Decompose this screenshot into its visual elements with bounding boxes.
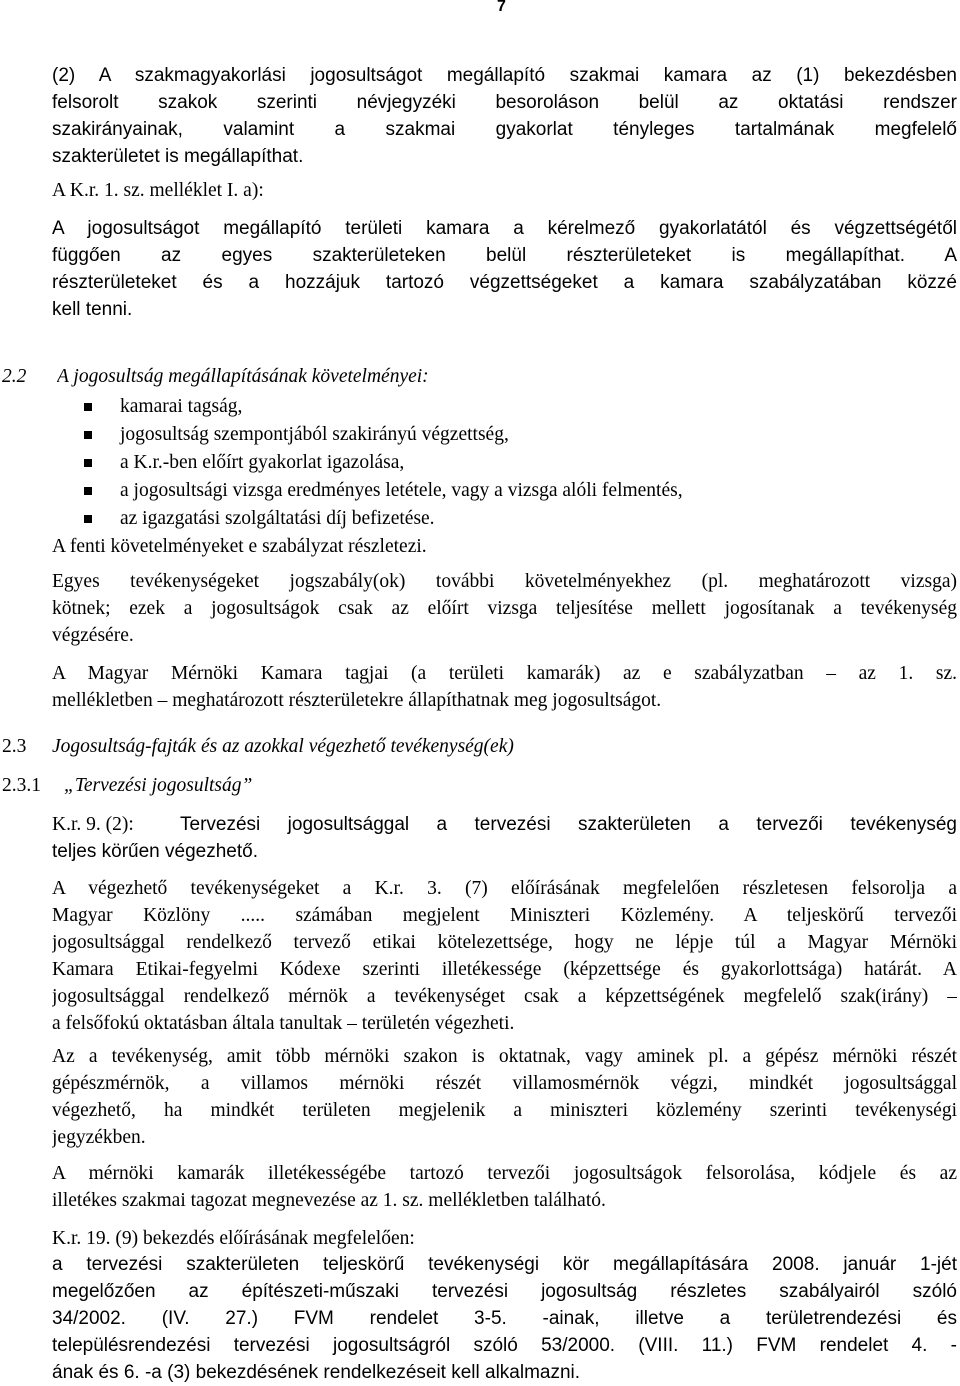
list-item: az igazgatási szolgáltatási díj befizetése.: [82, 505, 683, 533]
paragraph-magyar-mernoki-kamara: [52, 660, 957, 714]
text-line: A jogosultságot megállapító területi kamara a kérelmező gyakorlatától és végzettségétől: [52, 218, 957, 239]
text-line: illetékes szakmai tagozat megnevezése az 1. sz. mellékletben található.: [52, 1190, 606, 1211]
text-line: teljes körűen végezhető.: [52, 841, 258, 862]
text-line: Egyes tevékenységeket jogszabály(ok) további követelményekhez (pl. meghatározott vizsga): [52, 571, 957, 592]
text-line: Az a tevékenység, amit több mérnöki szakon is oktatnak, vagy aminek pl. a gépész mérnöki részét: [52, 1046, 957, 1067]
section-title-2-3-1: „Tervezési jogosultság”: [64, 775, 253, 796]
paragraph-fenti: A fenti követelményeket e szabályzat részletezi.: [52, 536, 427, 557]
list-item: kamarai tagság,: [82, 393, 683, 421]
text-line: jogosultsággal rendelkező mérnök a tevékenységet csak a képzettségének megfelelő szak(irány) –: [52, 986, 957, 1007]
text-line: kell tenni.: [52, 299, 133, 320]
paragraph-tobb-mernoki-szak: [52, 1043, 957, 1151]
section-title-2-3: Jogosultság-fajták és az azokkal végezhető tevékenység(ek): [52, 736, 514, 757]
text-line: (2) A szakmagyakorlási jogosultságot megállapító szakmai kamara az (1) bekezdésben: [52, 65, 957, 86]
section-number-2-3: 2.3: [2, 736, 27, 757]
section-number-2-2: 2.2: [2, 366, 27, 387]
text-line: jogosultsággal rendelkező tervező etikai kötelezettsége, hogy ne lépje túl a Magyar Mérnöki: [52, 932, 957, 953]
square-bullet-icon: [84, 487, 92, 495]
list-item: a jogosultsági vizsga eredményes letétele, vagy a vizsga alóli felmentés,: [82, 477, 683, 505]
square-bullet-icon: [84, 459, 92, 467]
text-line: a tervezési szakterületen teljeskörű tevékenységi kör megállapítására 2008. január 1-jét: [52, 1254, 957, 1275]
section-title-2-2: A jogosultság megállapításának követelményei:: [57, 366, 429, 387]
paragraph-2-szakterulet: [52, 62, 957, 170]
text-line: Tervezési jogosultsággal a tervezési szakterületen a tervezői tevékenység: [180, 814, 957, 835]
text-line: 34/2002. (IV. 27.) FVM rendelet 3-5. -ainak, illetve a területrendezési és: [52, 1308, 957, 1329]
kr-reference-9: K.r. 9. (2):: [52, 814, 134, 835]
text-line: kötnek; ezek a jogosultságok csak az előírt vizsga teljesítése mellett jogosítanak a tevékenység: [52, 598, 957, 619]
kr-reference-19: K.r. 19. (9) bekezdés előírásának megfelelően:: [52, 1228, 415, 1249]
paragraph-illetekesseg: [52, 1160, 957, 1214]
text-line: Magyar Közlöny ..... számában megjelent Miniszteri Közlemény. A teljeskörű tervezői: [52, 905, 957, 926]
square-bullet-icon: [84, 515, 92, 523]
section-number-2-3-1: 2.3.1: [2, 775, 41, 796]
text-line: A Magyar Mérnöki Kamara tagjai (a területi kamarák) az e szabályzatban – az 1. sz.: [52, 663, 957, 684]
text-line: végezhető, ha mindkét területen megjelenik a miniszteri közlemény szerinti tevékenységi: [52, 1100, 957, 1121]
text-line: mellékletben – meghatározott részterületekre állapíthatnak meg jogosultságot.: [52, 690, 662, 711]
square-bullet-icon: [84, 403, 92, 411]
text-line: felsorolt szakok szerinti névjegyzéki besoroláson belül az oktatási rendszer: [52, 92, 957, 113]
paragraph-vegezheto-tevekenysegek: [52, 875, 957, 1037]
text-line: ának és 6. -a (3) bekezdésének rendelkezéseit kell alkalmazni.: [52, 1362, 581, 1383]
kr-reference-1: A K.r. 1. sz. melléklet I. a):: [52, 180, 264, 201]
text-line: végzésére.: [52, 625, 134, 646]
text-line: megelőzően az építészeti-műszaki tervezési jogosultság részletes szabályairól szóló: [52, 1281, 957, 1302]
paragraph-egyes-tevekenysegek: [52, 568, 957, 649]
text-line: jegyzékben.: [52, 1127, 146, 1148]
text-line: a felsőfokú oktatásban általa tanultak – területén végezheti.: [52, 1013, 515, 1034]
text-line: A végezhető tevékenységeket a K.r. 3. (7) előírásának megfelelően részletesen felsorolja a: [52, 878, 957, 899]
paragraph-reszteruletek: [52, 215, 957, 323]
list-item: jogosultság szempontjából szakirányú végzettség,: [82, 421, 683, 449]
requirements-list: [82, 393, 683, 533]
list-item: a K.r.-ben előírt gyakorlat igazolása,: [82, 449, 683, 477]
text-line: függően az egyes szakterületeken belül részterületeket is megállapíthat. A: [52, 245, 957, 266]
paragraph-tervezesi-szakterulet: [52, 1251, 957, 1386]
square-bullet-icon: [84, 431, 92, 439]
text-line: Kamara Etikai-fegyelmi Kódexe szerinti illetékessége (képzettsége és gyakorlottsága) határát. A: [52, 959, 957, 980]
text-line: részterületeket és a hozzájuk tartozó végzettségeket a kamara szabályzatában közzé: [52, 272, 957, 293]
text-line: szakirányainak, valamint a szakmai gyakorlat tényleges tartalmának megfelelő: [52, 119, 957, 140]
text-line: szakterületet is megállapíthat.: [52, 146, 304, 167]
page-number: 7: [497, 0, 506, 15]
text-line: gépészmérnök, a villamos mérnöki részét villamosmérnök végzi, mindkét jogosultsággal: [52, 1073, 957, 1094]
text-line: A mérnöki kamarák illetékességébe tartozó tervezői jogosultságok felsorolása, kódjele és az: [52, 1163, 957, 1184]
text-line: településrendezési tervezési jogosultságról szóló 53/2000. (VIII. 11.) FVM rendelet 4. -: [52, 1335, 957, 1356]
